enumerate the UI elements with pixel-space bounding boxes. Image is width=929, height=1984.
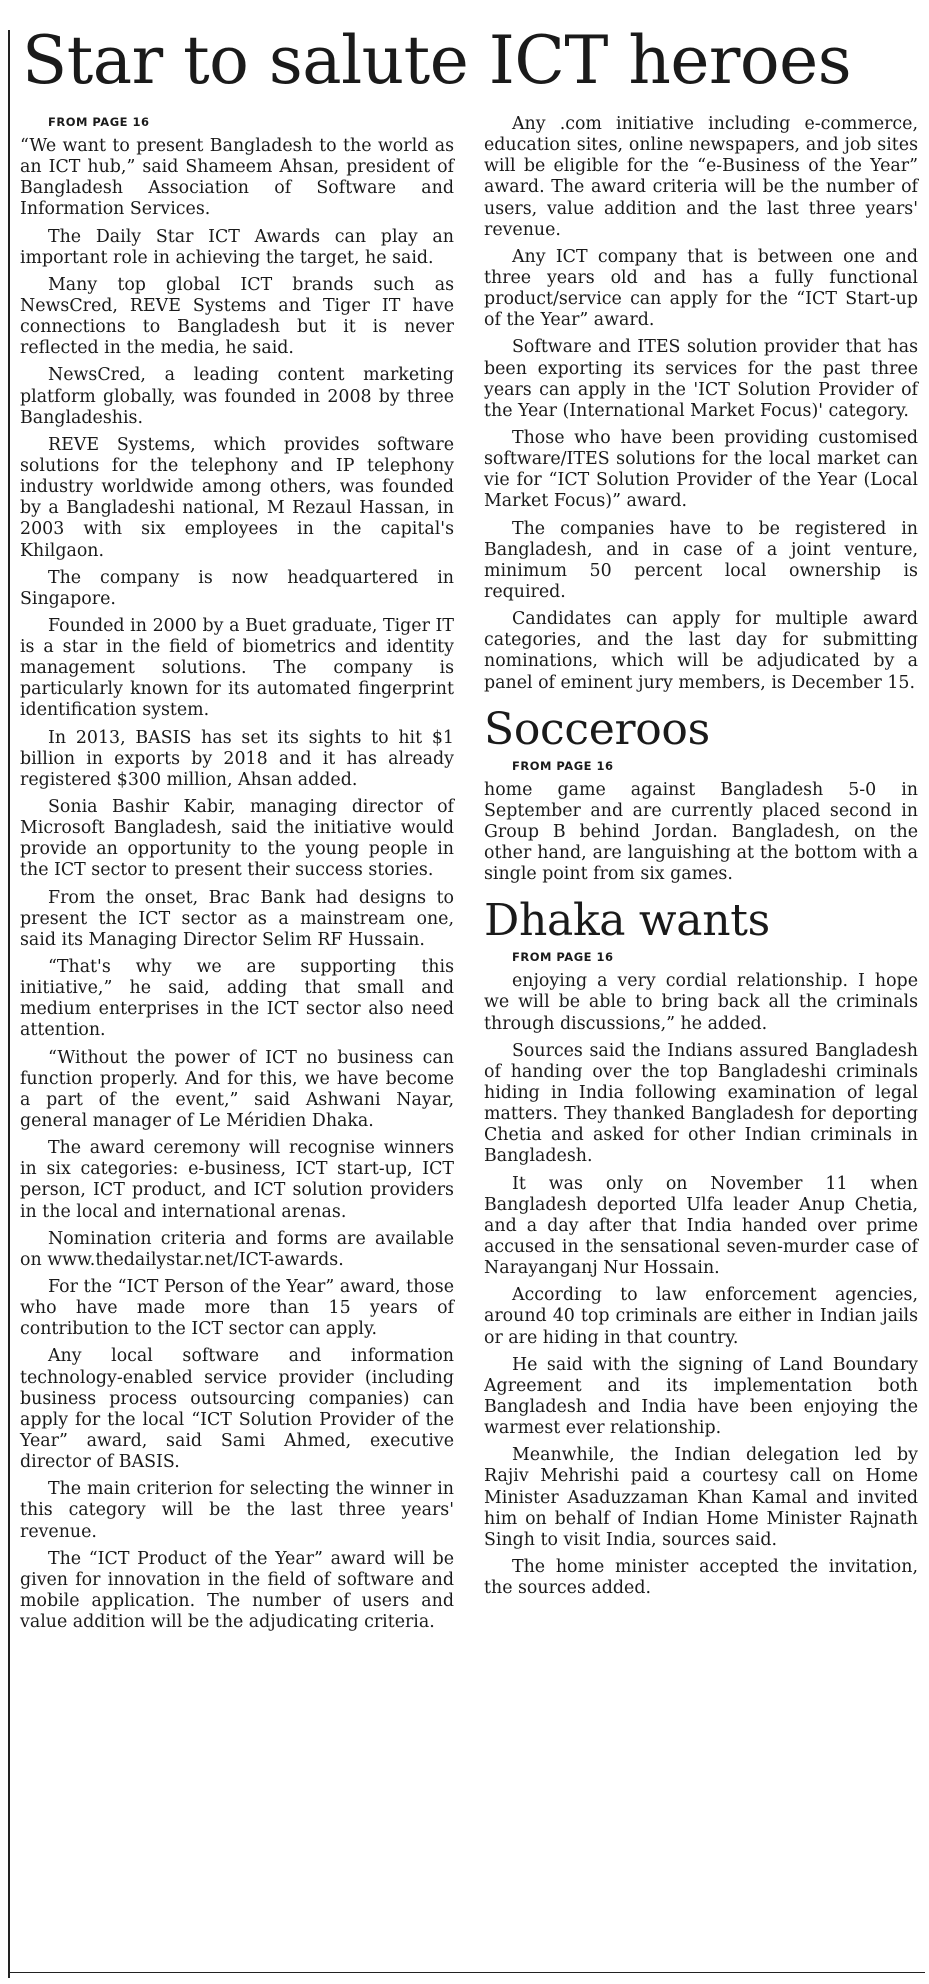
story-paragraph: For the “ICT Person of the Year” award, those who have made more than 15 years of contribution to the ICT sector can apply. <box>20 1277 454 1340</box>
story-paragraph: NewsCred, a leading content marketing platform globally, was founded in 2008 by three Bangladeshis. <box>20 365 454 428</box>
story-paragraph: The company is now headquartered in Singapore. <box>20 567 454 609</box>
story-paragraph: The main criterion for selecting the winner in this category will be the last three years' revenue. <box>20 1479 454 1542</box>
story-paragraph: “Without the power of ICT no business can function properly. And for this, we have become a part of the event,” said Ashwani Nayar, general manager of Le Méridien Dhaka. <box>20 1047 454 1132</box>
story-paragraph: Any ICT company that is between one and three years old and has a fully functional product/service can apply for the “ICT Start-up of the Year” award. <box>484 246 918 331</box>
story-paragraph: Founded in 2000 by a Buet graduate, Tiger IT is a star in the field of biometrics and identity management solutions. The company is particularly known for its automated fingerprint identification system. <box>20 615 454 721</box>
socceroos-story <box>484 703 918 886</box>
story-paragraph: home game against Bangladesh 5-0 in September and are currently placed second in Group B behind Jordan. Bangladesh, on the other hand, are languishing at the bottom with a single point from six games. <box>484 779 918 885</box>
story-paragraph: “That's why we are supporting this initiative,” he said, adding that small and medium enterprises in the ICT sector also need attention. <box>20 957 454 1041</box>
bottom-rule <box>10 1972 925 1973</box>
story-paragraph: The “ICT Product of the Year” award will be given for innovation in the field of software and mobile application. The number of users and value addition will be the adjudicating criteria. <box>20 1548 454 1633</box>
story-paragraph: The home minister accepted the invitation, the sources added. <box>484 1556 918 1599</box>
story-paragraph: He said with the signing of Land Boundary Agreement and its implementation both Bangladesh and India have been enjoying the warmest ever relationship. <box>484 1354 918 1439</box>
story-paragraph: Software and ITES solution provider that has been exporting its services for the past three years can apply in the 'ICT Solution Provider of the Year (International Market Focus)' category. <box>484 337 918 421</box>
story-paragraph: enjoying a very cordial relationship. I hope we will be able to bring back all the criminals through discussions,” he added. <box>484 971 918 1034</box>
right-column <box>484 114 918 1605</box>
story-paragraph: Those who have been providing customised software/ITES solutions for the local market can vie for “ICT Solution Provider of the Year (Local Market Focus)” award. <box>484 427 918 512</box>
story-paragraph: REVE Systems, which provides software solutions for the telephony and IP telephony industry worldwide among others, was founded by a Bangladeshi national, M Rezaul Hassan, in 2003 with six employees in the capital's Khilgaon. <box>20 434 454 561</box>
story-paragraph: The companies have to be registered in Bangladesh, and in case of a joint venture, minimum 50 percent local ownership is required. <box>484 518 918 602</box>
story-paragraph: Meanwhile, the Indian delegation led by Rajiv Mehrishi paid a courtesy call on Home Minister Asaduzzaman Khan Kamal and invited him on behalf of Indian Home Minister Rajnath Singh to visit India, sources said. <box>484 1445 918 1550</box>
story-paragraph: “We want to present Bangladesh to the world as an ICT hub,” said Shameem Ahsan, president of Bangladesh Association of Software and Information Services. <box>20 135 454 220</box>
story-paragraph: According to law enforcement agencies, around 40 top criminals are either in Indian jails or are hiding in that country. <box>484 1285 918 1348</box>
column-rule <box>8 30 10 1978</box>
story-paragraph: Sources said the Indians assured Bangladesh of handing over the top Bangladeshi criminals hiding in India following examination of legal matters. They thanked Bangladesh for deporting Chetia and asked for other Indian criminals in Bangladesh. <box>484 1040 918 1167</box>
main-story-column-left <box>20 116 454 1639</box>
story-paragraph: Sonia Bashir Kabir, managing director of Microsoft Bangladesh, said the initiative would provide an opportunity to the young people in the ICT sector to present their success stories. <box>20 797 454 881</box>
from-page-label: FROM PAGE 16 <box>512 758 614 773</box>
story-paragraph: Nomination criteria and forms are available on www.thedailystar.net/ICT-awards. <box>20 1228 454 1270</box>
dhaka-headline: Dhaka wants <box>484 895 770 947</box>
story-paragraph: Many top global ICT brands such as NewsCred, REVE Systems and Tiger IT have connections to Bangladesh but it is never reflected in the media, he said. <box>20 274 454 359</box>
story-paragraph: It was only on November 11 when Bangladesh deported Ulfa leader Anup Chetia, and a day after that India handed over prime accused in the sensational seven-murder case of Narayanganj Nur Hossain. <box>484 1173 918 1279</box>
story-paragraph: Any .com initiative including e-commerce, education sites, online newspapers, and job sites will be eligible for the “e-Business of the Year” award. The award criteria will be the number of users, value addition and the last three years' revenue. <box>484 114 918 240</box>
story-paragraph: In 2013, BASIS has set its sights to hit $1 billion in exports by 2018 and it has already registered $300 million, Ahsan added. <box>20 727 454 790</box>
story-paragraph: The award ceremony will recognise winners in six categories: e-business, ICT start-up, ICT person, ICT product, and ICT solution providers in the local and international arenas. <box>20 1138 454 1222</box>
dhaka-story <box>484 895 918 1599</box>
from-page-label: FROM PAGE 16 <box>512 950 614 965</box>
story-paragraph: From the onset, Brac Bank had designs to present the ICT sector as a mainstream one, said its Managing Director Selim RF Hussain. <box>20 887 454 950</box>
page-headline: Star to salute ICT heroes <box>22 22 852 99</box>
main-story-continuation <box>484 114 918 694</box>
story-paragraph: The Daily Star ICT Awards can play an important role in achieving the target, he said. <box>20 226 454 268</box>
socceroos-headline: Socceroos <box>484 703 710 755</box>
from-page-label: FROM PAGE 16 <box>48 115 150 129</box>
story-paragraph: Any local software and information technology-enabled service provider (including business process outsourcing companies) can apply for the local “ICT Solution Provider of the Year” award, said Sami Ahmed, executive director of BASIS. <box>20 1346 454 1473</box>
story-paragraph: Candidates can apply for multiple award categories, and the last day for submitting nominations, which will be adjudicated by a panel of eminent jury members, is December 15. <box>484 609 918 693</box>
